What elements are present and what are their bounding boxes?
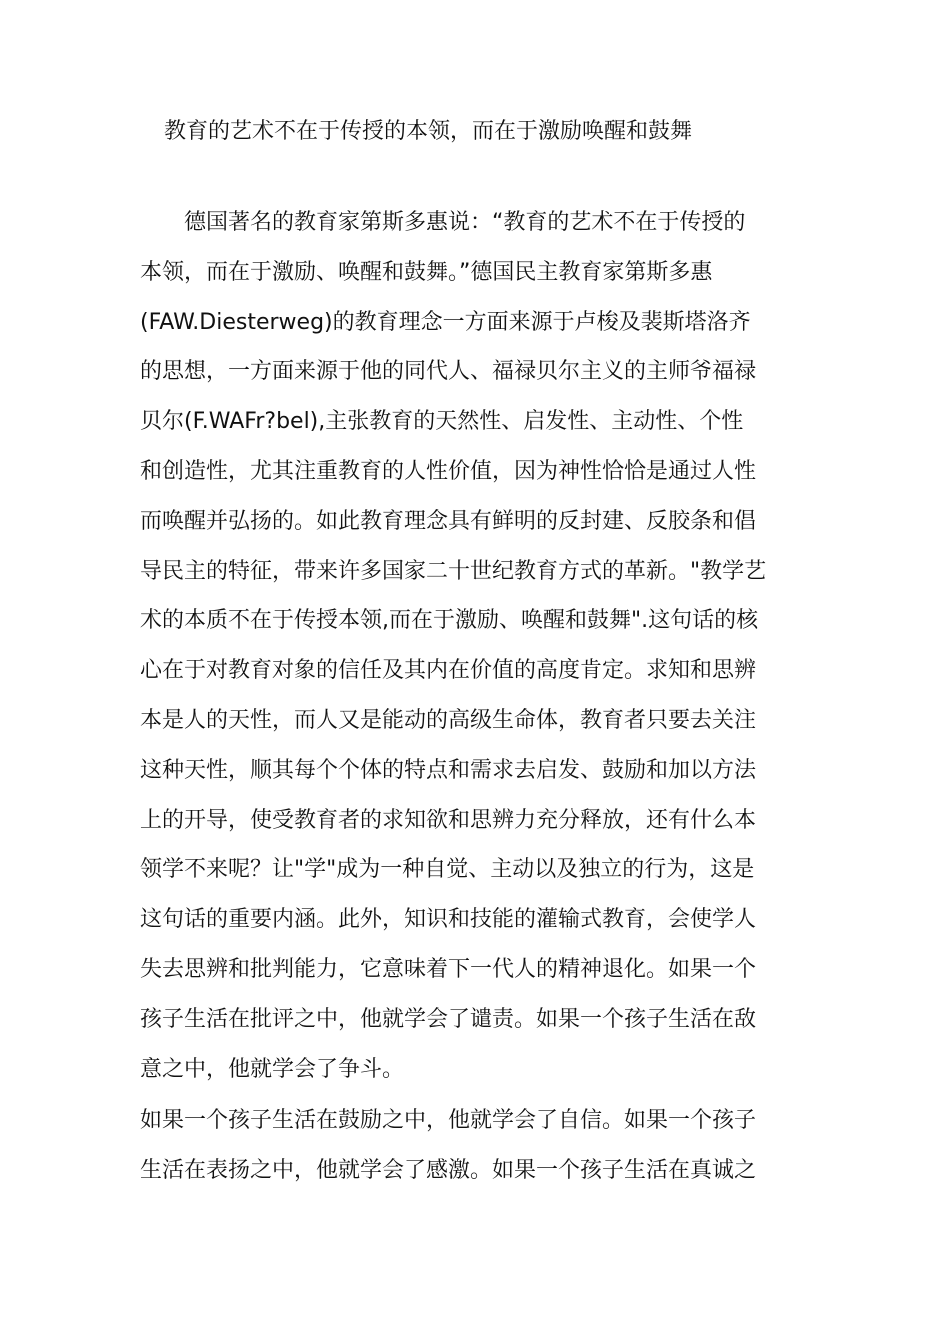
paragraph-1 xyxy=(140,198,820,1094)
paragraph-2 xyxy=(140,1096,820,1196)
document-title: 教育的艺术不在于传授的本领，而在于激励唤醒和鼓舞 xyxy=(164,119,693,144)
text-line: 术的本质不在于传授本领,而在于激励、唤醒和鼓舞".这句话的核 xyxy=(140,608,759,634)
text-line: 贝尔(F.WAFr?bel),主张教育的天然性、启发性、主动性、个性 xyxy=(140,409,744,435)
text-line: 这种天性，顺其每个个体的特点和需求去启发、鼓励和加以方法 xyxy=(140,757,757,783)
text-line: 领学不来呢？让"学"成为一种自觉、主动以及独立的行为，这是 xyxy=(140,857,755,883)
text-line: 意之中，他就学会了争斗。 xyxy=(140,1056,405,1082)
text-line: 而唤醒并弘扬的。如此教育理念具有鲜明的反封建、反胶条和倡 xyxy=(140,508,757,534)
text-line: 失去思辨和批判能力，它意味着下一代人的精神退化。如果一个 xyxy=(140,956,757,982)
text-line: 和创造性，尤其注重教育的人性价值，因为神性恰恰是通过人性 xyxy=(140,458,757,484)
text-line: 生活在表扬之中，他就学会了感激。如果一个孩子生活在真诚之 xyxy=(140,1157,757,1183)
text-line: (FAW.Diesterweg)的教育理念一方面来源于卢梭及裴斯塔洛齐 xyxy=(140,309,751,335)
text-line: 心在于对教育对象的信任及其内在价值的高度肯定。求知和思辨 xyxy=(140,658,757,684)
text-line: 本是人的天性，而人又是能动的高级生命体，教育者只要去关注 xyxy=(140,707,757,733)
text-line: 德国著名的教育家第斯多惠说：“教育的艺术不在于传授的 xyxy=(184,210,746,235)
text-line: 导民主的特征，带来许多国家二十世纪教育方式的革新。"教学艺 xyxy=(140,558,767,584)
text-line: 这句话的重要内涵。此外，知识和技能的灌输式教育，会使学人 xyxy=(140,907,757,933)
text-line: 如果一个孩子生活在鼓励之中，他就学会了自信。如果一个孩子 xyxy=(140,1108,757,1133)
text-line: 的思想，一方面来源于他的同代人、福禄贝尔主义的主师爷福禄 xyxy=(140,359,757,385)
text-line: 孩子生活在批评之中，他就学会了谴责。如果一个孩子生活在敌 xyxy=(140,1006,757,1032)
text-line: 上的开导，使受教育者的求知欲和思辨力充分释放，还有什么本 xyxy=(140,807,757,833)
text-line: 本领，而在于激励、唤醒和鼓舞。”德国民主教育家第斯多惠 xyxy=(140,259,713,285)
